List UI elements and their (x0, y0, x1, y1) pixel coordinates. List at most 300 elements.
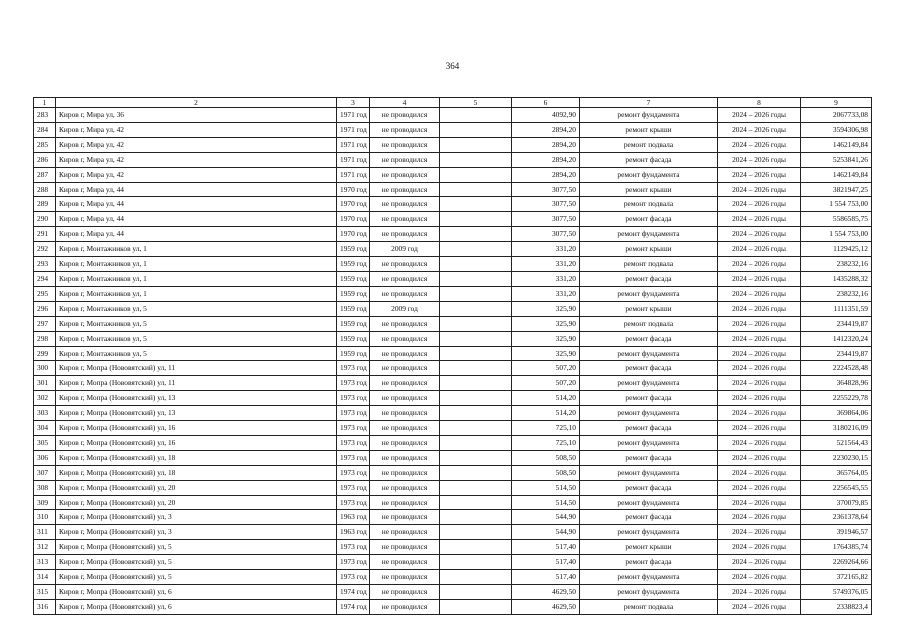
cost-cell: 365764,05 (801, 465, 872, 480)
row-number-cell: 305 (34, 435, 56, 450)
table-body (34, 108, 872, 615)
area-cell: 514,20 (512, 391, 580, 406)
cost-cell: 2224528,48 (801, 361, 872, 376)
table-row (34, 585, 872, 600)
empty-cell (440, 495, 512, 510)
empty-cell (440, 316, 512, 331)
work-type-cell: ремонт фундамента (580, 570, 718, 585)
row-number-cell: 283 (34, 108, 56, 123)
period-cell: 2024 – 2026 годы (718, 331, 801, 346)
last-repair-cell: не проводился (370, 465, 440, 480)
row-number-cell: 299 (34, 346, 56, 361)
build-year-cell: 1959 год (337, 316, 370, 331)
row-number-cell: 303 (34, 406, 56, 421)
table-row (34, 495, 872, 510)
last-repair-cell: 2009 год (370, 242, 440, 257)
cost-cell: 1 554 753,00 (801, 227, 872, 242)
table-row (34, 435, 872, 450)
area-cell: 517,40 (512, 555, 580, 570)
table-row (34, 152, 872, 167)
row-number-cell: 302 (34, 391, 56, 406)
last-repair-cell: не проводился (370, 376, 440, 391)
last-repair-cell: 2009 год (370, 301, 440, 316)
row-number-cell: 306 (34, 450, 56, 465)
empty-cell (440, 391, 512, 406)
last-repair-cell: не проводился (370, 227, 440, 242)
table-row (34, 122, 872, 137)
table-row (34, 331, 872, 346)
area-cell: 514,20 (512, 406, 580, 421)
area-cell: 517,40 (512, 540, 580, 555)
empty-cell (440, 152, 512, 167)
build-year-cell: 1973 год (337, 465, 370, 480)
empty-cell (440, 376, 512, 391)
cost-cell: 1 554 753,00 (801, 197, 872, 212)
empty-cell (440, 331, 512, 346)
build-year-cell: 1970 год (337, 182, 370, 197)
last-repair-cell: не проводился (370, 331, 440, 346)
work-type-cell: ремонт фасада (580, 152, 718, 167)
column-header: 5 (440, 98, 512, 108)
table-row (34, 391, 872, 406)
address-cell: Киров г, Мира ул, 36 (56, 108, 337, 123)
address-cell: Киров г, Монтажников ул, 5 (56, 316, 337, 331)
build-year-cell: 1959 год (337, 286, 370, 301)
area-cell: 507,20 (512, 361, 580, 376)
area-cell: 325,90 (512, 346, 580, 361)
cost-cell: 5749376,05 (801, 585, 872, 600)
period-cell: 2024 – 2026 годы (718, 540, 801, 555)
row-number-cell: 297 (34, 316, 56, 331)
address-cell: Киров г, Монтажников ул, 5 (56, 331, 337, 346)
area-cell: 507,20 (512, 376, 580, 391)
area-cell: 331,20 (512, 257, 580, 272)
row-number-cell: 301 (34, 376, 56, 391)
address-cell: Киров г, Мопра (Нововятский) ул, 5 (56, 540, 337, 555)
work-type-cell: ремонт подвала (580, 137, 718, 152)
empty-cell (440, 361, 512, 376)
empty-cell (440, 137, 512, 152)
empty-cell (440, 525, 512, 540)
empty-cell (440, 212, 512, 227)
area-cell: 2894,20 (512, 122, 580, 137)
work-type-cell: ремонт крыши (580, 301, 718, 316)
row-number-cell: 308 (34, 480, 56, 495)
cost-cell: 1435288,32 (801, 271, 872, 286)
build-year-cell: 1959 год (337, 346, 370, 361)
work-type-cell: ремонт фасада (580, 331, 718, 346)
row-number-cell: 289 (34, 197, 56, 212)
row-number-cell: 287 (34, 167, 56, 182)
period-cell: 2024 – 2026 годы (718, 346, 801, 361)
row-number-cell: 310 (34, 510, 56, 525)
area-cell: 508,50 (512, 465, 580, 480)
address-cell: Киров г, Мира ул, 42 (56, 137, 337, 152)
empty-cell (440, 167, 512, 182)
area-cell: 325,90 (512, 316, 580, 331)
work-type-cell: ремонт фундамента (580, 435, 718, 450)
address-cell: Киров г, Мопра (Нововятский) ул, 16 (56, 435, 337, 450)
empty-cell (440, 465, 512, 480)
row-number-cell: 292 (34, 242, 56, 257)
address-cell: Киров г, Мира ул, 42 (56, 167, 337, 182)
cost-cell: 3821947,25 (801, 182, 872, 197)
row-number-cell: 307 (34, 465, 56, 480)
build-year-cell: 1973 год (337, 406, 370, 421)
cost-cell: 1412320,24 (801, 331, 872, 346)
period-cell: 2024 – 2026 годы (718, 510, 801, 525)
build-year-cell: 1973 год (337, 376, 370, 391)
period-cell: 2024 – 2026 годы (718, 525, 801, 540)
area-cell: 514,50 (512, 480, 580, 495)
last-repair-cell: не проводился (370, 152, 440, 167)
cost-cell: 234419,87 (801, 346, 872, 361)
period-cell: 2024 – 2026 годы (718, 152, 801, 167)
work-type-cell: ремонт подвала (580, 599, 718, 614)
last-repair-cell: не проводился (370, 361, 440, 376)
work-type-cell: ремонт фундамента (580, 108, 718, 123)
cost-cell: 1111351,59 (801, 301, 872, 316)
cost-cell: 5253841,26 (801, 152, 872, 167)
address-cell: Киров г, Мопра (Нововятский) ул, 13 (56, 391, 337, 406)
last-repair-cell: не проводился (370, 346, 440, 361)
build-year-cell: 1970 год (337, 197, 370, 212)
column-number-row (34, 98, 872, 108)
address-cell: Киров г, Мопра (Нововятский) ул, 5 (56, 570, 337, 585)
last-repair-cell: не проводился (370, 540, 440, 555)
table-row (34, 242, 872, 257)
last-repair-cell: не проводился (370, 406, 440, 421)
build-year-cell: 1974 год (337, 585, 370, 600)
work-type-cell: ремонт фундамента (580, 286, 718, 301)
work-type-cell: ремонт подвала (580, 257, 718, 272)
area-cell: 725,10 (512, 421, 580, 436)
last-repair-cell: не проводился (370, 450, 440, 465)
last-repair-cell: не проводился (370, 525, 440, 540)
area-cell: 2894,20 (512, 167, 580, 182)
period-cell: 2024 – 2026 годы (718, 122, 801, 137)
address-cell: Киров г, Мопра (Нововятский) ул, 11 (56, 361, 337, 376)
table-row (34, 271, 872, 286)
work-type-cell: ремонт подвала (580, 197, 718, 212)
period-cell: 2024 – 2026 годы (718, 391, 801, 406)
empty-cell (440, 450, 512, 465)
row-number-cell: 291 (34, 227, 56, 242)
build-year-cell: 1973 год (337, 361, 370, 376)
empty-cell (440, 271, 512, 286)
area-cell: 514,50 (512, 495, 580, 510)
period-cell: 2024 – 2026 годы (718, 555, 801, 570)
row-number-cell: 309 (34, 495, 56, 510)
empty-cell (440, 242, 512, 257)
row-number-cell: 293 (34, 257, 56, 272)
address-cell: Киров г, Мира ул, 44 (56, 212, 337, 227)
cost-cell: 1462149,84 (801, 167, 872, 182)
build-year-cell: 1963 год (337, 510, 370, 525)
period-cell: 2024 – 2026 годы (718, 227, 801, 242)
last-repair-cell: не проводился (370, 212, 440, 227)
period-cell: 2024 – 2026 годы (718, 271, 801, 286)
period-cell: 2024 – 2026 годы (718, 167, 801, 182)
table-row (34, 197, 872, 212)
cost-cell: 1462149,84 (801, 137, 872, 152)
cost-cell: 2230230,15 (801, 450, 872, 465)
cost-cell: 238232,16 (801, 257, 872, 272)
last-repair-cell: не проводился (370, 555, 440, 570)
last-repair-cell: не проводился (370, 257, 440, 272)
table-row (34, 376, 872, 391)
period-cell: 2024 – 2026 годы (718, 465, 801, 480)
area-cell: 544,90 (512, 525, 580, 540)
period-cell: 2024 – 2026 годы (718, 480, 801, 495)
area-cell: 517,40 (512, 570, 580, 585)
table-row (34, 286, 872, 301)
table-row (34, 316, 872, 331)
table-row (34, 182, 872, 197)
address-cell: Киров г, Монтажников ул, 5 (56, 301, 337, 316)
page-number: 364 (445, 61, 460, 71)
area-cell: 331,20 (512, 286, 580, 301)
address-cell: Киров г, Мира ул, 42 (56, 122, 337, 137)
table-row (34, 570, 872, 585)
address-cell: Киров г, Мопра (Нововятский) ул, 13 (56, 406, 337, 421)
address-cell: Киров г, Мопра (Нововятский) ул, 20 (56, 495, 337, 510)
area-cell: 3077,50 (512, 182, 580, 197)
work-type-cell: ремонт фундамента (580, 525, 718, 540)
row-number-cell: 312 (34, 540, 56, 555)
period-cell: 2024 – 2026 годы (718, 585, 801, 600)
cost-cell: 2067733,08 (801, 108, 872, 123)
address-cell: Киров г, Мопра (Нововятский) ул, 18 (56, 465, 337, 480)
row-number-cell: 298 (34, 331, 56, 346)
cost-cell: 521564,43 (801, 435, 872, 450)
address-cell: Киров г, Мопра (Нововятский) ул, 5 (56, 555, 337, 570)
last-repair-cell: не проводился (370, 585, 440, 600)
table-row (34, 540, 872, 555)
build-year-cell: 1959 год (337, 301, 370, 316)
work-type-cell: ремонт фасада (580, 480, 718, 495)
column-header: 4 (370, 98, 440, 108)
empty-cell (440, 555, 512, 570)
empty-cell (440, 570, 512, 585)
work-type-cell: ремонт крыши (580, 182, 718, 197)
column-header: 7 (580, 98, 718, 108)
column-header: 2 (56, 98, 337, 108)
build-year-cell: 1959 год (337, 331, 370, 346)
work-type-cell: ремонт крыши (580, 122, 718, 137)
period-cell: 2024 – 2026 годы (718, 570, 801, 585)
address-cell: Киров г, Мопра (Нововятский) ул, 18 (56, 450, 337, 465)
work-type-cell: ремонт фундамента (580, 376, 718, 391)
last-repair-cell: не проводился (370, 167, 440, 182)
row-number-cell: 295 (34, 286, 56, 301)
build-year-cell: 1973 год (337, 450, 370, 465)
table-row (34, 525, 872, 540)
area-cell: 325,90 (512, 331, 580, 346)
work-type-cell: ремонт фасада (580, 510, 718, 525)
build-year-cell: 1973 год (337, 555, 370, 570)
cost-cell: 370079,85 (801, 495, 872, 510)
area-cell: 2894,20 (512, 137, 580, 152)
empty-cell (440, 301, 512, 316)
area-cell: 325,90 (512, 301, 580, 316)
cost-cell: 3594306,98 (801, 122, 872, 137)
empty-cell (440, 406, 512, 421)
cost-cell: 2338823,4 (801, 599, 872, 614)
period-cell: 2024 – 2026 годы (718, 495, 801, 510)
cost-cell: 2255229,78 (801, 391, 872, 406)
build-year-cell: 1973 год (337, 570, 370, 585)
build-year-cell: 1971 год (337, 152, 370, 167)
empty-cell (440, 585, 512, 600)
table-row (34, 555, 872, 570)
area-cell: 4629,50 (512, 599, 580, 614)
period-cell: 2024 – 2026 годы (718, 361, 801, 376)
address-cell: Киров г, Монтажников ул, 5 (56, 346, 337, 361)
last-repair-cell: не проводился (370, 599, 440, 614)
address-cell: Киров г, Мопра (Нововятский) ул, 3 (56, 525, 337, 540)
table-row (34, 406, 872, 421)
build-year-cell: 1974 год (337, 599, 370, 614)
cost-cell: 391946,57 (801, 525, 872, 540)
cost-cell: 369864,06 (801, 406, 872, 421)
empty-cell (440, 435, 512, 450)
period-cell: 2024 – 2026 годы (718, 286, 801, 301)
cost-cell: 3180216,09 (801, 421, 872, 436)
address-cell: Киров г, Мопра (Нововятский) ул, 3 (56, 510, 337, 525)
address-cell: Киров г, Мопра (Нововятский) ул, 6 (56, 585, 337, 600)
build-year-cell: 1970 год (337, 212, 370, 227)
address-cell: Киров г, Мопра (Нововятский) ул, 16 (56, 421, 337, 436)
cost-cell: 234419,87 (801, 316, 872, 331)
row-number-cell: 311 (34, 525, 56, 540)
build-year-cell: 1973 год (337, 435, 370, 450)
area-cell: 331,20 (512, 242, 580, 257)
last-repair-cell: не проводился (370, 570, 440, 585)
empty-cell (440, 480, 512, 495)
build-year-cell: 1973 год (337, 540, 370, 555)
work-type-cell: ремонт фасада (580, 555, 718, 570)
period-cell: 2024 – 2026 годы (718, 406, 801, 421)
row-number-cell: 290 (34, 212, 56, 227)
row-number-cell: 315 (34, 585, 56, 600)
area-cell: 508,50 (512, 450, 580, 465)
period-cell: 2024 – 2026 годы (718, 316, 801, 331)
cost-cell: 5586585,75 (801, 212, 872, 227)
address-cell: Киров г, Мира ул, 44 (56, 182, 337, 197)
table-row (34, 450, 872, 465)
period-cell: 2024 – 2026 годы (718, 212, 801, 227)
table-row (34, 599, 872, 614)
address-cell: Киров г, Мира ул, 42 (56, 152, 337, 167)
cost-cell: 364828,96 (801, 376, 872, 391)
last-repair-cell: не проводился (370, 197, 440, 212)
empty-cell (440, 227, 512, 242)
period-cell: 2024 – 2026 годы (718, 435, 801, 450)
empty-cell (440, 257, 512, 272)
work-type-cell: ремонт фундамента (580, 465, 718, 480)
work-type-cell: ремонт фасада (580, 450, 718, 465)
area-cell: 3077,50 (512, 197, 580, 212)
period-cell: 2024 – 2026 годы (718, 376, 801, 391)
cost-cell: 372165,82 (801, 570, 872, 585)
column-header: 8 (718, 98, 801, 108)
last-repair-cell: не проводился (370, 510, 440, 525)
last-repair-cell: не проводился (370, 316, 440, 331)
address-cell: Киров г, Мопра (Нововятский) ул, 6 (56, 599, 337, 614)
area-cell: 544,90 (512, 510, 580, 525)
work-type-cell: ремонт фундамента (580, 406, 718, 421)
table-row (34, 108, 872, 123)
build-year-cell: 1971 год (337, 108, 370, 123)
build-year-cell: 1973 год (337, 495, 370, 510)
last-repair-cell: не проводился (370, 182, 440, 197)
work-type-cell: ремонт фундамента (580, 346, 718, 361)
period-cell: 2024 – 2026 годы (718, 257, 801, 272)
work-type-cell: ремонт фундамента (580, 227, 718, 242)
build-year-cell: 1963 год (337, 525, 370, 540)
row-number-cell: 296 (34, 301, 56, 316)
address-cell: Киров г, Мира ул, 44 (56, 197, 337, 212)
address-cell: Киров г, Монтажников ул, 1 (56, 242, 337, 257)
area-cell: 725,10 (512, 435, 580, 450)
address-cell: Киров г, Мопра (Нововятский) ул, 20 (56, 480, 337, 495)
last-repair-cell: не проводился (370, 480, 440, 495)
repair-schedule-table (33, 97, 872, 615)
column-header: 9 (801, 98, 872, 108)
empty-cell (440, 108, 512, 123)
row-number-cell: 285 (34, 137, 56, 152)
cost-cell: 1129425,12 (801, 242, 872, 257)
cost-cell: 1764385,74 (801, 540, 872, 555)
address-cell: Киров г, Мопра (Нововятский) ул, 11 (56, 376, 337, 391)
build-year-cell: 1959 год (337, 257, 370, 272)
work-type-cell: ремонт фундамента (580, 585, 718, 600)
last-repair-cell: не проводился (370, 421, 440, 436)
address-cell: Киров г, Монтажников ул, 1 (56, 257, 337, 272)
work-type-cell: ремонт фасада (580, 271, 718, 286)
period-cell: 2024 – 2026 годы (718, 197, 801, 212)
empty-cell (440, 599, 512, 614)
table-row (34, 301, 872, 316)
area-cell: 4629,50 (512, 585, 580, 600)
row-number-cell: 288 (34, 182, 56, 197)
table-row (34, 227, 872, 242)
period-cell: 2024 – 2026 годы (718, 137, 801, 152)
empty-cell (440, 540, 512, 555)
area-cell: 4092,90 (512, 108, 580, 123)
build-year-cell: 1959 год (337, 271, 370, 286)
table-row (34, 421, 872, 436)
build-year-cell: 1973 год (337, 421, 370, 436)
build-year-cell: 1959 год (337, 242, 370, 257)
cost-cell: 2269264,66 (801, 555, 872, 570)
column-header: 3 (337, 98, 370, 108)
area-cell: 331,20 (512, 271, 580, 286)
last-repair-cell: не проводился (370, 435, 440, 450)
area-cell: 2894,20 (512, 152, 580, 167)
cost-cell: 238232,16 (801, 286, 872, 301)
period-cell: 2024 – 2026 годы (718, 599, 801, 614)
last-repair-cell: не проводился (370, 137, 440, 152)
table-row (34, 361, 872, 376)
work-type-cell: ремонт фундамента (580, 167, 718, 182)
last-repair-cell: не проводился (370, 271, 440, 286)
period-cell: 2024 – 2026 годы (718, 108, 801, 123)
work-type-cell: ремонт фасада (580, 421, 718, 436)
last-repair-cell: не проводился (370, 391, 440, 406)
table-row (34, 137, 872, 152)
